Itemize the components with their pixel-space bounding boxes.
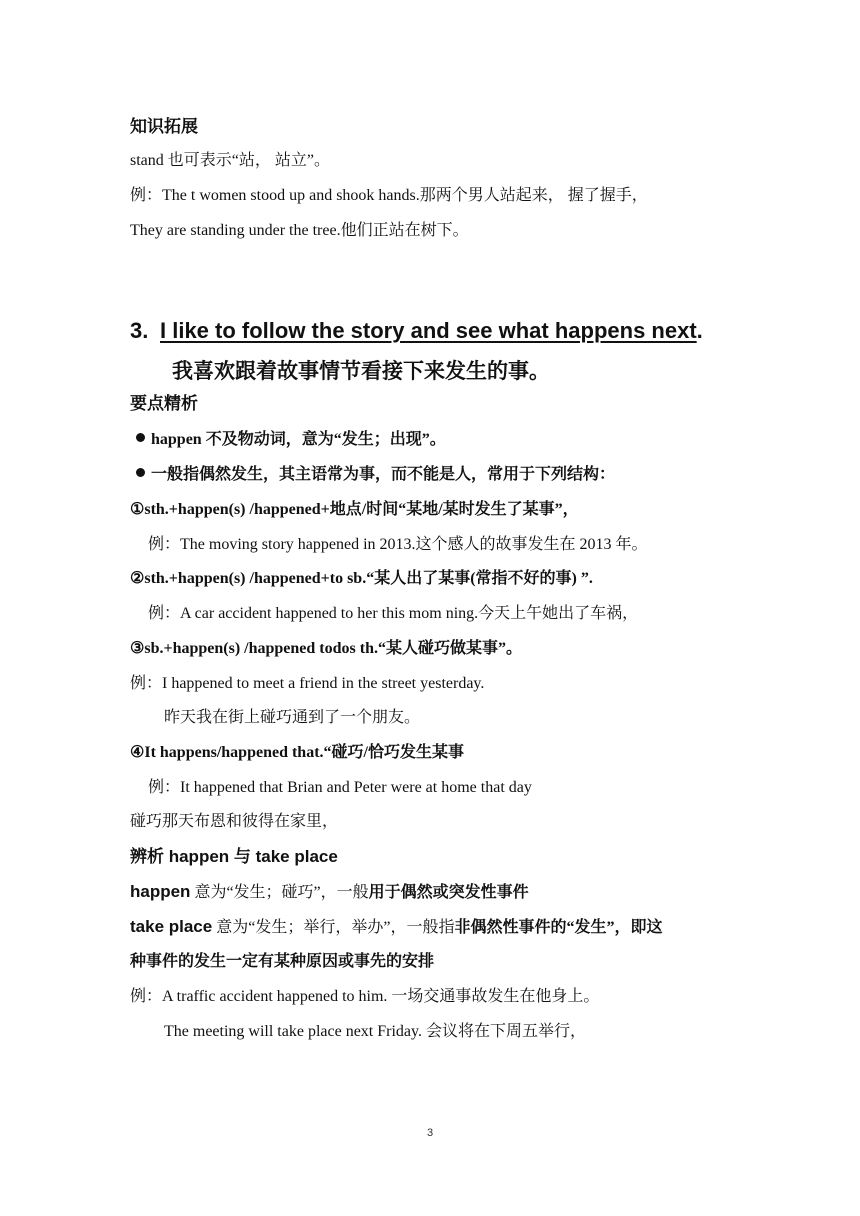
page-number: 3	[426, 1127, 434, 1139]
structure-1: ①sth.+happen(s) /happened+地点/时间“某地/某时发生了某事”，	[130, 501, 579, 518]
happen-definition	[130, 881, 529, 904]
comparison-example-1: 例：A traffic accident happened to him. 一场交通事故发生在他身上。	[130, 988, 600, 1005]
take-place-usage-continued: 种事件的发生一定有某种原因或事先的安排	[130, 953, 435, 970]
section-title-english: I like to follow the story and see what happens next	[160, 318, 697, 343]
take-place-definition	[130, 916, 662, 939]
bullet-icon	[136, 433, 145, 442]
stand-example-2: They are standing under the tree.他们正站在树下。	[130, 222, 469, 239]
section-3-title	[130, 318, 703, 344]
structure-2: ②sth.+happen(s) /happened+to sb.“某人出了某事(常指不好的事) ”.	[130, 570, 593, 587]
knowledge-extension-heading: 知识拓展	[130, 117, 198, 136]
comparison-example-2: The meeting will take place next Friday. 会议将在下周五举行，	[164, 1023, 586, 1040]
take-place-term: take place	[130, 917, 213, 936]
section-title-period: .	[696, 318, 703, 343]
structure-3-translation: 昨天我在街上碰巧通到了一个朋友。	[164, 709, 421, 726]
happen-usage: 用于偶然或突发性事件	[368, 884, 529, 901]
comparison-heading: 辨析 happen 与 take place	[130, 847, 338, 866]
take-place-meaning: 意为“发生；举行，举办”，一般指	[212, 919, 455, 936]
structure-4: ④It happens/happened that.“碰巧/恰巧发生某事	[130, 744, 464, 761]
happen-meaning: 意为“发生；碰巧”，一般	[190, 884, 369, 901]
structure-3-example: 例：I happened to meet a friend in the street yesterday.	[130, 675, 485, 692]
bullet-icon	[136, 468, 145, 477]
key-points-heading: 要点精析	[130, 394, 198, 413]
structure-1-example: 例：The moving story happened in 2013.这个感人的故事发生在 2013 年。	[148, 536, 648, 553]
section-title-chinese: 我喜欢跟着故事情节看接下来发生的事。	[172, 360, 550, 383]
section-number: 3.	[130, 318, 149, 343]
bullet-item	[136, 429, 446, 451]
bullet-text: happen 不及物动词，意为“发生；出现”。	[151, 431, 446, 448]
structure-3: ③sb.+happen(s) /happened todos th.“某人碰巧做某事”。	[130, 640, 522, 657]
structure-4-example: 例：It happened that Brian and Peter were at home that day	[148, 779, 532, 796]
happen-term: happen	[130, 882, 191, 901]
bullet-text: 一般指偶然发生，其主语常为事，而不能是人，常用于下列结构：	[151, 466, 616, 483]
bullet-item	[136, 464, 615, 486]
structure-4-translation: 碰巧那天布恩和彼得在家里，	[130, 813, 339, 830]
structure-2-example: 例：A car accident happened to her this mom ning.今天上午她出了车祸，	[148, 605, 639, 622]
stand-meaning-text: stand 也可表示“站， 站立”。	[130, 152, 330, 169]
take-place-usage: 非偶然性事件的“发生”，即这	[454, 919, 663, 936]
stand-example-1: 例：The t women stood up and shook hands.那两个男人站起来， 握了握手，	[130, 187, 648, 204]
